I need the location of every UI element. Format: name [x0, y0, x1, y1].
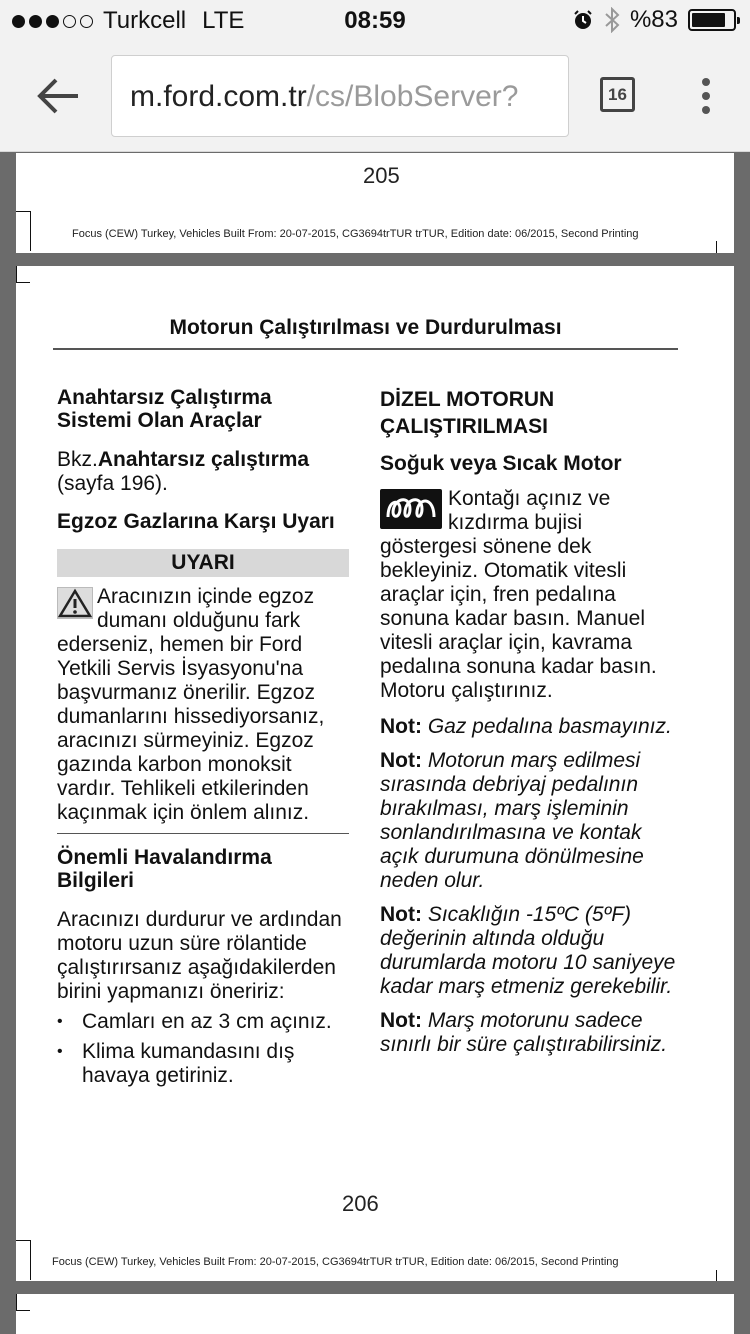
pdf-page-205: [16, 153, 734, 253]
start-instructions: [380, 487, 680, 703]
warning-triangle-icon: [57, 587, 93, 619]
section-title: Motorun Çalıştırılması ve Durdurulması: [169, 316, 562, 339]
crop-mark: [30, 1240, 31, 1280]
note-text: Marş motorunu sadece sınırlı bir süre çalıştırabilirsiniz.: [380, 1009, 668, 1056]
note: [380, 903, 680, 999]
page-footer: Focus (CEW) Turkey, Vehicles Built From: 20-07-2015, CG3694trTUR trTUR, Edition date: 06/2015, Second Printing: [52, 1256, 619, 1268]
warning-block: [57, 585, 349, 825]
page-number: 205: [363, 163, 400, 188]
list-item: • Klima kumandasını dış havaya getiriniz.: [57, 1040, 349, 1088]
bluetooth-icon: [604, 7, 620, 33]
crop-mark: [16, 266, 17, 282]
status-right: [572, 6, 736, 34]
note-label: Not:: [380, 715, 422, 738]
warning-divider: [57, 833, 349, 834]
start-text: Kontağı açınız ve kızdırma bujisi göstergesi sönene dek bekleyiniz. Otomatik vitesli araçlar için, fren pedalına sonuna kadar basın. Manuel vitesli araçlar için, kavrama pedalına sonuna kadar basın. Motoru çalıştırınız.: [380, 487, 657, 702]
keyless-ref-link[interactable]: Anahtarsız çalıştırma: [97, 448, 310, 471]
crop-mark: [16, 1240, 30, 1241]
left-column: [57, 386, 349, 1094]
keyless-reference: [57, 448, 349, 496]
tab-switcher-button[interactable]: 16: [600, 77, 635, 112]
overflow-menu-icon[interactable]: [700, 78, 712, 114]
keyless-heading: Anahtarsız Çalıştırma Sistemi Olan Araçlar: [57, 386, 272, 432]
note-label: Not:: [380, 749, 422, 772]
battery-percent: %83: [629, 6, 678, 33]
crop-mark: [16, 1294, 17, 1310]
list-item: • Camları en az 3 cm açınız.: [57, 1010, 349, 1034]
battery-icon: [688, 9, 736, 31]
note-text: Gaz pedalına basmayınız.: [421, 715, 672, 738]
url-host: m.ford.com.tr: [130, 80, 307, 113]
page-number: 206: [342, 1191, 379, 1216]
note-label: Not:: [380, 1009, 422, 1032]
crop-mark: [716, 241, 717, 253]
clock: 08:59: [344, 7, 406, 34]
battery-fill: [692, 13, 725, 27]
network-type: LTE: [202, 7, 245, 34]
crop-mark: [30, 211, 31, 251]
exhaust-heading: Egzoz Gazlarına Karşı Uyarı: [57, 510, 335, 533]
crop-mark: [16, 211, 30, 212]
pdf-page-206: [16, 266, 734, 1281]
keyless-ref-prefix: Bkz.: [57, 448, 98, 471]
ventilation-text: Aracınızı durdurur ve ardından motoru uzun süre rölantide çalıştırırsanız aşağıdakilerden birini yapmanızı öneririz:: [57, 908, 342, 1003]
ventilation-list: [57, 1010, 349, 1088]
pdf-page-207: [16, 1294, 734, 1334]
cold-hot-heading: Soğuk veya Sıcak Motor: [380, 452, 622, 475]
section-divider: [53, 348, 678, 350]
page-footer: Focus (CEW) Turkey, Vehicles Built From: 20-07-2015, CG3694trTUR trTUR, Edition date: 06/2015, Second Printing: [72, 228, 639, 240]
note-label: Not:: [380, 903, 422, 926]
note: [380, 715, 680, 739]
warning-text: Aracınızın içinde egzoz dumanı olduğunu fark ederseniz, hemen bir Ford Yetkili Servis İsyasyonu'na başvurmanız önerilir. Egzoz dumanlarını hissediyorsanız, aracınızı sürmeyiniz. Egzoz gazında karbon monoksit vardır. Tehlikeli etkilerinden kaçınmak için önlem alınız.: [57, 585, 325, 824]
address-bar[interactable]: [111, 55, 569, 137]
diesel-heading: DİZEL MOTORUN ÇALIŞTIRILMASI: [380, 388, 555, 438]
crop-mark: [16, 282, 30, 283]
crop-mark: [716, 1270, 717, 1281]
note: [380, 749, 680, 893]
alarm-icon: [572, 9, 594, 31]
keyless-ref-page: (sayfa 196).: [57, 472, 168, 495]
crop-mark: [16, 1310, 30, 1311]
url-path: /cs/BlobServer?: [306, 80, 519, 113]
note: [380, 1009, 680, 1057]
note-text: Sıcaklığın -15ºC (5ºF) değerinin altında olduğu durumlarda motoru 10 saniyeye kadar marş etmeniz gerekebilir.: [380, 903, 676, 998]
back-arrow-icon[interactable]: [34, 76, 80, 116]
ventilation-heading: Önemli Havalandırma Bilgileri: [57, 846, 272, 892]
browser-toolbar: [0, 40, 750, 152]
glow-plug-icon: [380, 489, 442, 529]
carrier-name: Turkcell: [103, 7, 187, 34]
right-column: [380, 386, 680, 1057]
note-text: Motorun marş edilmesi sırasında debriyaj pedalının bırakılması, marş işleminin sonlandırılmasına ve kontak açık durumuna dönülmesine neden olur.: [380, 749, 644, 892]
warning-label: UYARI: [57, 549, 349, 577]
status-bar: [0, 0, 750, 40]
